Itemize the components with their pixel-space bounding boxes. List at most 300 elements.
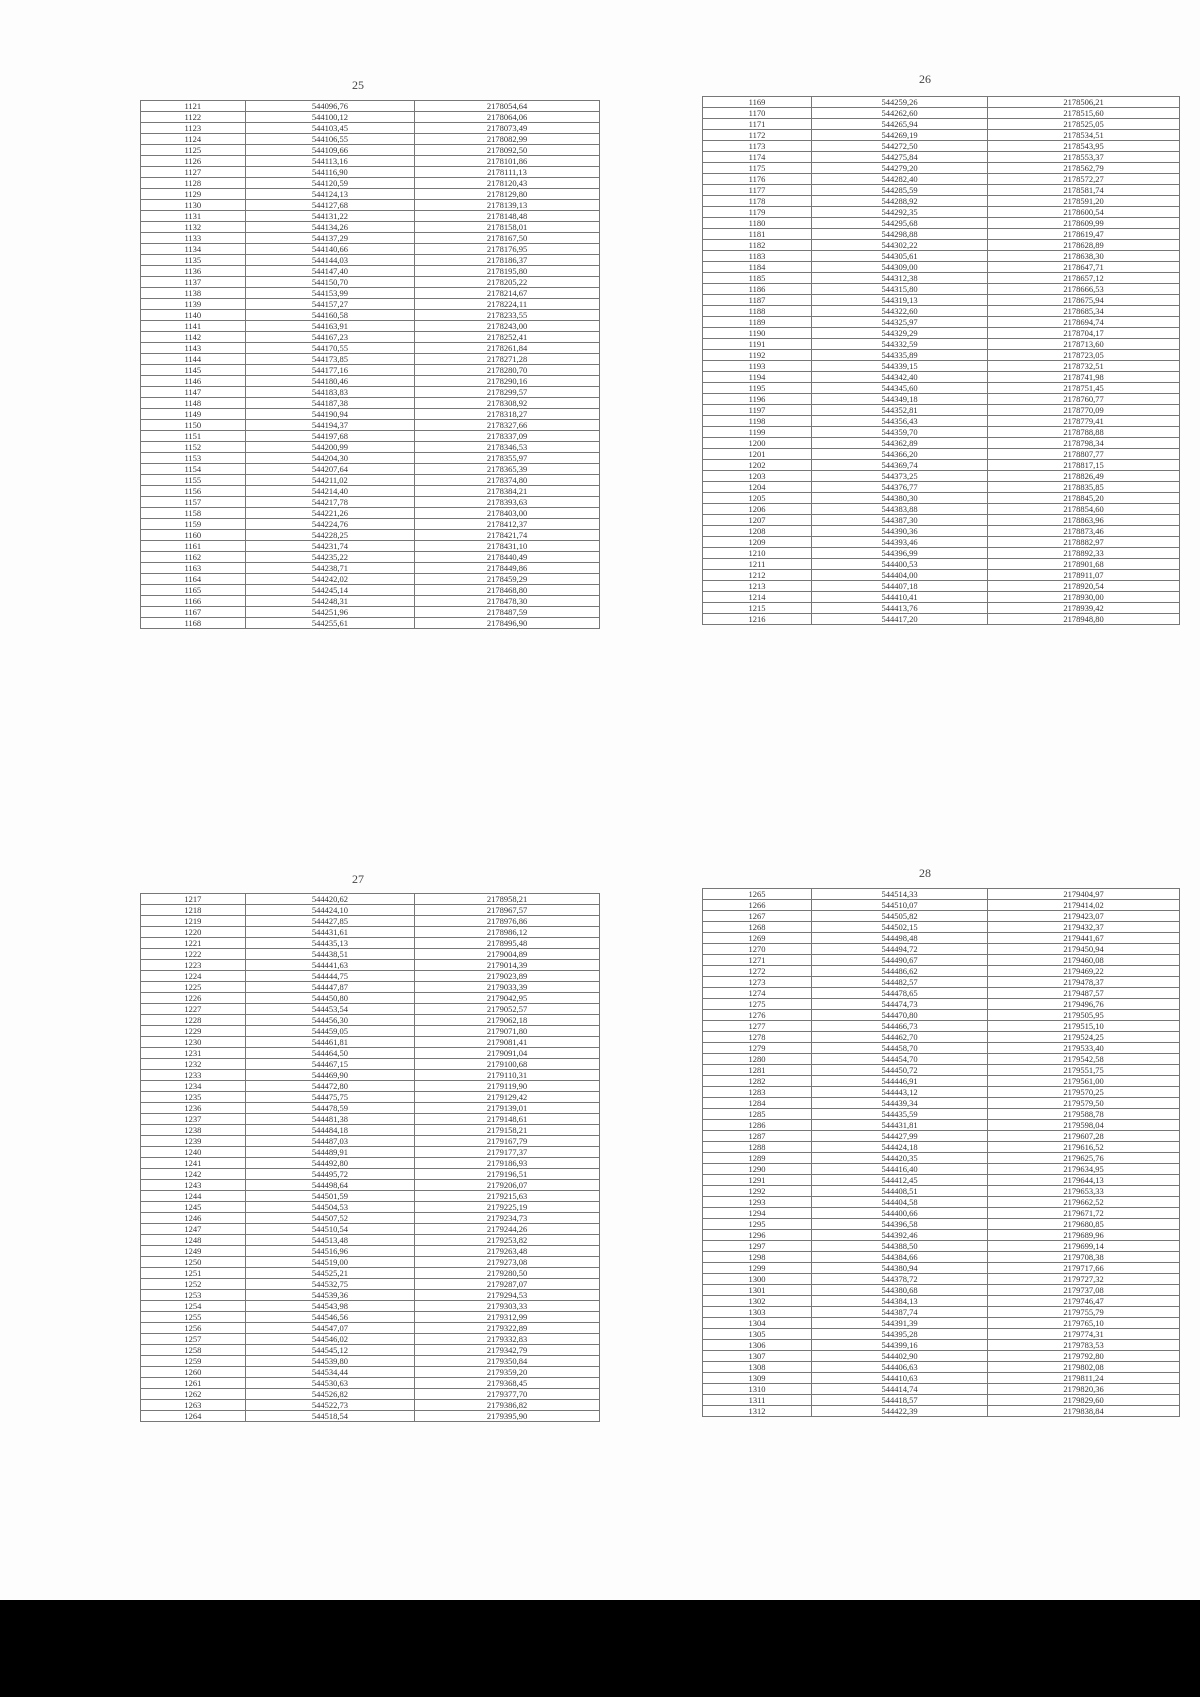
x-coordinate-cell: 544470,80 bbox=[812, 1010, 988, 1021]
y-coordinate-cell: 2178186,37 bbox=[415, 255, 600, 266]
page-number: 26 bbox=[919, 72, 931, 86]
page-number: 28 bbox=[919, 866, 931, 880]
y-coordinate-cell: 2178365,39 bbox=[415, 464, 600, 475]
point-number-cell: 1225 bbox=[141, 982, 246, 993]
x-coordinate-cell: 544147,40 bbox=[245, 266, 414, 277]
x-coordinate-cell: 544395,28 bbox=[812, 1329, 988, 1340]
x-coordinate-cell: 544359,70 bbox=[812, 427, 988, 438]
point-number-cell: 1251 bbox=[141, 1268, 246, 1279]
x-coordinate-cell: 544534,44 bbox=[245, 1367, 414, 1378]
x-coordinate-cell: 544366,20 bbox=[812, 449, 988, 460]
x-coordinate-cell: 544153,99 bbox=[245, 288, 414, 299]
x-coordinate-cell: 544458,70 bbox=[812, 1043, 988, 1054]
y-coordinate-cell: 2178111,13 bbox=[415, 167, 600, 178]
point-number-cell: 1241 bbox=[141, 1158, 246, 1169]
x-coordinate-cell: 544329,29 bbox=[812, 328, 988, 339]
table-row bbox=[703, 1252, 1180, 1263]
y-coordinate-cell: 2178553,37 bbox=[988, 152, 1180, 163]
y-coordinate-cell: 2179368,45 bbox=[415, 1378, 600, 1389]
table-row bbox=[703, 911, 1180, 922]
y-coordinate-cell: 2179081,41 bbox=[415, 1037, 600, 1048]
point-number-cell: 1167 bbox=[141, 607, 246, 618]
point-number-cell: 1280 bbox=[703, 1054, 812, 1065]
point-number-cell: 1168 bbox=[141, 618, 246, 629]
y-coordinate-cell: 2178092,50 bbox=[415, 145, 600, 156]
y-coordinate-cell: 2179062,18 bbox=[415, 1015, 600, 1026]
x-coordinate-cell: 544498,48 bbox=[812, 933, 988, 944]
y-coordinate-cell: 2178958,21 bbox=[415, 894, 600, 905]
point-number-cell: 1210 bbox=[703, 548, 812, 559]
point-number-cell: 1139 bbox=[141, 299, 246, 310]
point-number-cell: 1132 bbox=[141, 222, 246, 233]
point-number-cell: 1145 bbox=[141, 365, 246, 376]
y-coordinate-cell: 2178741,98 bbox=[988, 372, 1180, 383]
point-number-cell: 1211 bbox=[703, 559, 812, 570]
point-number-cell: 1275 bbox=[703, 999, 812, 1010]
y-coordinate-cell: 2178779,41 bbox=[988, 416, 1180, 427]
y-coordinate-cell: 2179042,95 bbox=[415, 993, 600, 1004]
point-number-cell: 1193 bbox=[703, 361, 812, 372]
point-number-cell: 1202 bbox=[703, 460, 812, 471]
y-coordinate-cell: 2178101,86 bbox=[415, 156, 600, 167]
point-number-cell: 1126 bbox=[141, 156, 246, 167]
x-coordinate-cell: 544435,59 bbox=[812, 1109, 988, 1120]
x-coordinate-cell: 544255,61 bbox=[245, 618, 414, 629]
x-coordinate-cell: 544309,00 bbox=[812, 262, 988, 273]
y-coordinate-cell: 2178195,80 bbox=[415, 266, 600, 277]
point-number-cell: 1129 bbox=[141, 189, 246, 200]
y-coordinate-cell: 2179634,95 bbox=[988, 1164, 1180, 1175]
x-coordinate-cell: 544478,65 bbox=[812, 988, 988, 999]
y-coordinate-cell: 2179717,66 bbox=[988, 1263, 1180, 1274]
y-coordinate-cell: 2179727,32 bbox=[988, 1274, 1180, 1285]
y-coordinate-cell: 2179359,20 bbox=[415, 1367, 600, 1378]
y-coordinate-cell: 2178882,97 bbox=[988, 537, 1180, 548]
y-coordinate-cell: 2179139,01 bbox=[415, 1103, 600, 1114]
y-coordinate-cell: 2179052,57 bbox=[415, 1004, 600, 1015]
point-number-cell: 1246 bbox=[141, 1213, 246, 1224]
table-row bbox=[703, 1362, 1180, 1373]
y-coordinate-cell: 2178525,05 bbox=[988, 119, 1180, 130]
point-number-cell: 1238 bbox=[141, 1125, 246, 1136]
y-coordinate-cell: 2178666,53 bbox=[988, 284, 1180, 295]
y-coordinate-cell: 2178468,80 bbox=[415, 585, 600, 596]
x-coordinate-cell: 544211,02 bbox=[245, 475, 414, 486]
x-coordinate-cell: 544187,38 bbox=[245, 398, 414, 409]
x-coordinate-cell: 544157,27 bbox=[245, 299, 414, 310]
point-number-cell: 1296 bbox=[703, 1230, 812, 1241]
x-coordinate-cell: 544514,33 bbox=[812, 889, 988, 900]
y-coordinate-cell: 2178638,30 bbox=[988, 251, 1180, 262]
y-coordinate-cell: 2178459,29 bbox=[415, 574, 600, 585]
point-number-cell: 1221 bbox=[141, 938, 246, 949]
x-coordinate-cell: 544545,12 bbox=[245, 1345, 414, 1356]
x-coordinate-cell: 544539,80 bbox=[245, 1356, 414, 1367]
x-coordinate-cell: 544501,59 bbox=[245, 1191, 414, 1202]
x-coordinate-cell: 544137,29 bbox=[245, 233, 414, 244]
y-coordinate-cell: 2179377,70 bbox=[415, 1389, 600, 1400]
y-coordinate-cell: 2178845,20 bbox=[988, 493, 1180, 504]
point-number-cell: 1297 bbox=[703, 1241, 812, 1252]
point-number-cell: 1122 bbox=[141, 112, 246, 123]
x-coordinate-cell: 544525,21 bbox=[245, 1268, 414, 1279]
point-number-cell: 1284 bbox=[703, 1098, 812, 1109]
table-row bbox=[703, 922, 1180, 933]
x-coordinate-cell: 544469,90 bbox=[245, 1070, 414, 1081]
point-number-cell: 1242 bbox=[141, 1169, 246, 1180]
point-number-cell: 1264 bbox=[141, 1411, 246, 1422]
point-number-cell: 1204 bbox=[703, 482, 812, 493]
y-coordinate-cell: 2178770,09 bbox=[988, 405, 1180, 416]
x-coordinate-cell: 544387,30 bbox=[812, 515, 988, 526]
y-coordinate-cell: 2179680,85 bbox=[988, 1219, 1180, 1230]
x-coordinate-cell: 544422,39 bbox=[812, 1406, 988, 1417]
y-coordinate-cell: 2179404,97 bbox=[988, 889, 1180, 900]
x-coordinate-cell: 544391,39 bbox=[812, 1318, 988, 1329]
x-coordinate-cell: 544298,88 bbox=[812, 229, 988, 240]
table-row bbox=[703, 955, 1180, 966]
y-coordinate-cell: 2178412,37 bbox=[415, 519, 600, 530]
point-number-cell: 1181 bbox=[703, 229, 812, 240]
x-coordinate-cell: 544498,64 bbox=[245, 1180, 414, 1191]
point-number-cell: 1178 bbox=[703, 196, 812, 207]
x-coordinate-cell: 544495,72 bbox=[245, 1169, 414, 1180]
table-row bbox=[703, 1131, 1180, 1142]
point-number-cell: 1222 bbox=[141, 949, 246, 960]
x-coordinate-cell: 544282,40 bbox=[812, 174, 988, 185]
x-coordinate-cell: 544352,81 bbox=[812, 405, 988, 416]
y-coordinate-cell: 2179177,37 bbox=[415, 1147, 600, 1158]
table-row bbox=[703, 1065, 1180, 1076]
point-number-cell: 1154 bbox=[141, 464, 246, 475]
x-coordinate-cell: 544450,72 bbox=[812, 1065, 988, 1076]
y-coordinate-cell: 2179505,95 bbox=[988, 1010, 1180, 1021]
y-coordinate-cell: 2179110,31 bbox=[415, 1070, 600, 1081]
point-number-cell: 1190 bbox=[703, 328, 812, 339]
x-coordinate-cell: 544404,00 bbox=[812, 570, 988, 581]
table-row bbox=[703, 1120, 1180, 1131]
y-coordinate-cell: 2178384,21 bbox=[415, 486, 600, 497]
point-number-cell: 1266 bbox=[703, 900, 812, 911]
x-coordinate-cell: 544492,80 bbox=[245, 1158, 414, 1169]
point-number-cell: 1273 bbox=[703, 977, 812, 988]
point-number-cell: 1189 bbox=[703, 317, 812, 328]
x-coordinate-cell: 544200,99 bbox=[245, 442, 414, 453]
point-number-cell: 1143 bbox=[141, 343, 246, 354]
point-number-cell: 1310 bbox=[703, 1384, 812, 1395]
point-number-cell: 1229 bbox=[141, 1026, 246, 1037]
table-row bbox=[703, 1274, 1180, 1285]
x-coordinate-cell: 544407,18 bbox=[812, 581, 988, 592]
x-coordinate-cell: 544387,74 bbox=[812, 1307, 988, 1318]
x-coordinate-cell: 544505,82 bbox=[812, 911, 988, 922]
point-number-cell: 1231 bbox=[141, 1048, 246, 1059]
table-row bbox=[703, 977, 1180, 988]
y-coordinate-cell: 2179625,76 bbox=[988, 1153, 1180, 1164]
point-number-cell: 1165 bbox=[141, 585, 246, 596]
point-number-cell: 1136 bbox=[141, 266, 246, 277]
point-number-cell: 1236 bbox=[141, 1103, 246, 1114]
y-coordinate-cell: 2179838,84 bbox=[988, 1406, 1180, 1417]
point-number-cell: 1285 bbox=[703, 1109, 812, 1120]
x-coordinate-cell: 544103,45 bbox=[245, 123, 414, 134]
x-coordinate-cell: 544414,74 bbox=[812, 1384, 988, 1395]
point-number-cell: 1144 bbox=[141, 354, 246, 365]
x-coordinate-cell: 544547,07 bbox=[245, 1323, 414, 1334]
x-coordinate-cell: 544456,30 bbox=[245, 1015, 414, 1026]
x-coordinate-cell: 544221,26 bbox=[245, 508, 414, 519]
point-number-cell: 1198 bbox=[703, 416, 812, 427]
x-coordinate-cell: 544406,63 bbox=[812, 1362, 988, 1373]
y-coordinate-cell: 2178318,27 bbox=[415, 409, 600, 420]
y-coordinate-cell: 2179167,79 bbox=[415, 1136, 600, 1147]
point-number-cell: 1173 bbox=[703, 141, 812, 152]
point-number-cell: 1232 bbox=[141, 1059, 246, 1070]
point-number-cell: 1228 bbox=[141, 1015, 246, 1026]
y-coordinate-cell: 2178393,63 bbox=[415, 497, 600, 508]
y-coordinate-cell: 2178562,79 bbox=[988, 163, 1180, 174]
x-coordinate-cell: 544399,16 bbox=[812, 1340, 988, 1351]
point-number-cell: 1146 bbox=[141, 376, 246, 387]
x-coordinate-cell: 544518,54 bbox=[245, 1411, 414, 1422]
point-number-cell: 1174 bbox=[703, 152, 812, 163]
point-number-cell: 1137 bbox=[141, 277, 246, 288]
x-coordinate-cell: 544507,52 bbox=[245, 1213, 414, 1224]
y-coordinate-cell: 2179287,07 bbox=[415, 1279, 600, 1290]
point-number-cell: 1151 bbox=[141, 431, 246, 442]
table-row bbox=[703, 1296, 1180, 1307]
x-coordinate-cell: 544390,36 bbox=[812, 526, 988, 537]
y-coordinate-cell: 2179206,07 bbox=[415, 1180, 600, 1191]
x-coordinate-cell: 544532,75 bbox=[245, 1279, 414, 1290]
y-coordinate-cell: 2179303,33 bbox=[415, 1301, 600, 1312]
point-number-cell: 1163 bbox=[141, 563, 246, 574]
x-coordinate-cell: 544413,76 bbox=[812, 603, 988, 614]
table-row bbox=[703, 1318, 1180, 1329]
page-number: 25 bbox=[352, 78, 364, 92]
point-number-cell: 1212 bbox=[703, 570, 812, 581]
x-coordinate-cell: 544486,62 bbox=[812, 966, 988, 977]
x-coordinate-cell: 544380,94 bbox=[812, 1263, 988, 1274]
x-coordinate-cell: 544502,15 bbox=[812, 922, 988, 933]
y-coordinate-cell: 2179792,80 bbox=[988, 1351, 1180, 1362]
point-number-cell: 1286 bbox=[703, 1120, 812, 1131]
y-coordinate-cell: 2178619,47 bbox=[988, 229, 1180, 240]
x-coordinate-cell: 544384,66 bbox=[812, 1252, 988, 1263]
point-number-cell: 1240 bbox=[141, 1147, 246, 1158]
y-coordinate-cell: 2178261,84 bbox=[415, 343, 600, 354]
x-coordinate-cell: 544214,40 bbox=[245, 486, 414, 497]
table-body bbox=[703, 889, 1180, 1417]
point-number-cell: 1291 bbox=[703, 1175, 812, 1186]
point-number-cell: 1248 bbox=[141, 1235, 246, 1246]
x-coordinate-cell: 544144,03 bbox=[245, 255, 414, 266]
y-coordinate-cell: 2179225,19 bbox=[415, 1202, 600, 1213]
x-coordinate-cell: 544446,91 bbox=[812, 1076, 988, 1087]
y-coordinate-cell: 2179332,83 bbox=[415, 1334, 600, 1345]
y-coordinate-cell: 2178835,85 bbox=[988, 482, 1180, 493]
x-coordinate-cell: 544408,51 bbox=[812, 1186, 988, 1197]
y-coordinate-cell: 2178148,48 bbox=[415, 211, 600, 222]
x-coordinate-cell: 544431,81 bbox=[812, 1120, 988, 1131]
point-number-cell: 1131 bbox=[141, 211, 246, 222]
table-row bbox=[703, 889, 1180, 900]
x-coordinate-cell: 544315,80 bbox=[812, 284, 988, 295]
table-row bbox=[703, 1054, 1180, 1065]
point-number-cell: 1158 bbox=[141, 508, 246, 519]
x-coordinate-cell: 544482,57 bbox=[812, 977, 988, 988]
y-coordinate-cell: 2178403,00 bbox=[415, 508, 600, 519]
x-coordinate-cell: 544362,89 bbox=[812, 438, 988, 449]
point-number-cell: 1142 bbox=[141, 332, 246, 343]
x-coordinate-cell: 544466,73 bbox=[812, 1021, 988, 1032]
y-coordinate-cell: 2178911,07 bbox=[988, 570, 1180, 581]
table-row bbox=[703, 1241, 1180, 1252]
y-coordinate-cell: 2179071,80 bbox=[415, 1026, 600, 1037]
y-coordinate-cell: 2179273,08 bbox=[415, 1257, 600, 1268]
point-number-cell: 1186 bbox=[703, 284, 812, 295]
x-coordinate-cell: 544167,23 bbox=[245, 332, 414, 343]
point-number-cell: 1164 bbox=[141, 574, 246, 585]
y-coordinate-cell: 2178760,77 bbox=[988, 394, 1180, 405]
y-coordinate-cell: 2179802,08 bbox=[988, 1362, 1180, 1373]
y-coordinate-cell: 2179148,61 bbox=[415, 1114, 600, 1125]
y-coordinate-cell: 2178233,55 bbox=[415, 310, 600, 321]
point-number-cell: 1255 bbox=[141, 1312, 246, 1323]
point-number-cell: 1182 bbox=[703, 240, 812, 251]
point-number-cell: 1134 bbox=[141, 244, 246, 255]
point-number-cell: 1259 bbox=[141, 1356, 246, 1367]
x-coordinate-cell: 544388,50 bbox=[812, 1241, 988, 1252]
point-number-cell: 1157 bbox=[141, 497, 246, 508]
x-coordinate-cell: 544339,15 bbox=[812, 361, 988, 372]
x-coordinate-cell: 544424,18 bbox=[812, 1142, 988, 1153]
point-number-cell: 1311 bbox=[703, 1395, 812, 1406]
point-number-cell: 1183 bbox=[703, 251, 812, 262]
x-coordinate-cell: 544231,74 bbox=[245, 541, 414, 552]
y-coordinate-cell: 2178487,59 bbox=[415, 607, 600, 618]
point-number-cell: 1287 bbox=[703, 1131, 812, 1142]
point-number-cell: 1138 bbox=[141, 288, 246, 299]
x-coordinate-cell: 544319,13 bbox=[812, 295, 988, 306]
table-row bbox=[703, 1142, 1180, 1153]
point-number-cell: 1149 bbox=[141, 409, 246, 420]
x-coordinate-cell: 544269,19 bbox=[812, 130, 988, 141]
point-number-cell: 1233 bbox=[141, 1070, 246, 1081]
x-coordinate-cell: 544392,46 bbox=[812, 1230, 988, 1241]
y-coordinate-cell: 2178421,74 bbox=[415, 530, 600, 541]
table-row bbox=[703, 1329, 1180, 1340]
y-coordinate-cell: 2178252,41 bbox=[415, 332, 600, 343]
y-coordinate-cell: 2178609,99 bbox=[988, 218, 1180, 229]
table-row bbox=[703, 1208, 1180, 1219]
x-coordinate-cell: 544163,91 bbox=[245, 321, 414, 332]
x-coordinate-cell: 544116,90 bbox=[245, 167, 414, 178]
x-coordinate-cell: 544410,41 bbox=[812, 592, 988, 603]
y-coordinate-cell: 2178647,71 bbox=[988, 262, 1180, 273]
point-number-cell: 1201 bbox=[703, 449, 812, 460]
y-coordinate-cell: 2178064,06 bbox=[415, 112, 600, 123]
x-coordinate-cell: 544441,63 bbox=[245, 960, 414, 971]
y-coordinate-cell: 2179689,96 bbox=[988, 1230, 1180, 1241]
x-coordinate-cell: 544439,34 bbox=[812, 1098, 988, 1109]
y-coordinate-cell: 2178449,86 bbox=[415, 563, 600, 574]
x-coordinate-cell: 544356,43 bbox=[812, 416, 988, 427]
y-coordinate-cell: 2179280,50 bbox=[415, 1268, 600, 1279]
point-number-cell: 1288 bbox=[703, 1142, 812, 1153]
point-number-cell: 1272 bbox=[703, 966, 812, 977]
y-coordinate-cell: 2178496,90 bbox=[415, 618, 600, 629]
y-coordinate-cell: 2179524,25 bbox=[988, 1032, 1180, 1043]
point-number-cell: 1166 bbox=[141, 596, 246, 607]
point-number-cell: 1194 bbox=[703, 372, 812, 383]
point-number-cell: 1303 bbox=[703, 1307, 812, 1318]
point-number-cell: 1292 bbox=[703, 1186, 812, 1197]
x-coordinate-cell: 544190,94 bbox=[245, 409, 414, 420]
x-coordinate-cell: 544431,61 bbox=[245, 927, 414, 938]
point-number-cell: 1283 bbox=[703, 1087, 812, 1098]
x-coordinate-cell: 544217,78 bbox=[245, 497, 414, 508]
point-number-cell: 1147 bbox=[141, 387, 246, 398]
point-number-cell: 1217 bbox=[141, 894, 246, 905]
y-coordinate-cell: 2179570,25 bbox=[988, 1087, 1180, 1098]
table-row bbox=[703, 1263, 1180, 1274]
table-row bbox=[703, 1043, 1180, 1054]
x-coordinate-cell: 544487,03 bbox=[245, 1136, 414, 1147]
y-coordinate-cell: 2179755,79 bbox=[988, 1307, 1180, 1318]
y-coordinate-cell: 2179561,00 bbox=[988, 1076, 1180, 1087]
x-coordinate-cell: 544416,40 bbox=[812, 1164, 988, 1175]
y-coordinate-cell: 2179294,53 bbox=[415, 1290, 600, 1301]
y-coordinate-cell: 2178243,00 bbox=[415, 321, 600, 332]
y-coordinate-cell: 2178600,54 bbox=[988, 207, 1180, 218]
x-coordinate-cell: 544302,22 bbox=[812, 240, 988, 251]
x-coordinate-cell: 544345,60 bbox=[812, 383, 988, 394]
x-coordinate-cell: 544539,36 bbox=[245, 1290, 414, 1301]
y-coordinate-cell: 2179774,31 bbox=[988, 1329, 1180, 1340]
table-row bbox=[703, 1032, 1180, 1043]
point-number-cell: 1213 bbox=[703, 581, 812, 592]
y-coordinate-cell: 2178271,28 bbox=[415, 354, 600, 365]
point-number-cell: 1160 bbox=[141, 530, 246, 541]
y-coordinate-cell: 2178167,50 bbox=[415, 233, 600, 244]
x-coordinate-cell: 544427,85 bbox=[245, 916, 414, 927]
y-coordinate-cell: 2179765,10 bbox=[988, 1318, 1180, 1329]
x-coordinate-cell: 544464,50 bbox=[245, 1048, 414, 1059]
point-number-cell: 1133 bbox=[141, 233, 246, 244]
x-coordinate-cell: 544180,46 bbox=[245, 376, 414, 387]
x-coordinate-cell: 544504,53 bbox=[245, 1202, 414, 1213]
x-coordinate-cell: 544275,84 bbox=[812, 152, 988, 163]
point-number-cell: 1220 bbox=[141, 927, 246, 938]
y-coordinate-cell: 2179598,04 bbox=[988, 1120, 1180, 1131]
point-number-cell: 1307 bbox=[703, 1351, 812, 1362]
x-coordinate-cell: 544450,80 bbox=[245, 993, 414, 1004]
table-row bbox=[703, 1175, 1180, 1186]
point-number-cell: 1150 bbox=[141, 420, 246, 431]
x-coordinate-cell: 544124,13 bbox=[245, 189, 414, 200]
y-coordinate-cell: 2178506,21 bbox=[988, 97, 1180, 108]
y-coordinate-cell: 2178873,46 bbox=[988, 526, 1180, 537]
y-coordinate-cell: 2179515,10 bbox=[988, 1021, 1180, 1032]
x-coordinate-cell: 544494,72 bbox=[812, 944, 988, 955]
x-coordinate-cell: 544438,51 bbox=[245, 949, 414, 960]
x-coordinate-cell: 544325,97 bbox=[812, 317, 988, 328]
x-coordinate-cell: 544481,38 bbox=[245, 1114, 414, 1125]
x-coordinate-cell: 544183,83 bbox=[245, 387, 414, 398]
y-coordinate-cell: 2178290,16 bbox=[415, 376, 600, 387]
x-coordinate-cell: 544490,67 bbox=[812, 955, 988, 966]
